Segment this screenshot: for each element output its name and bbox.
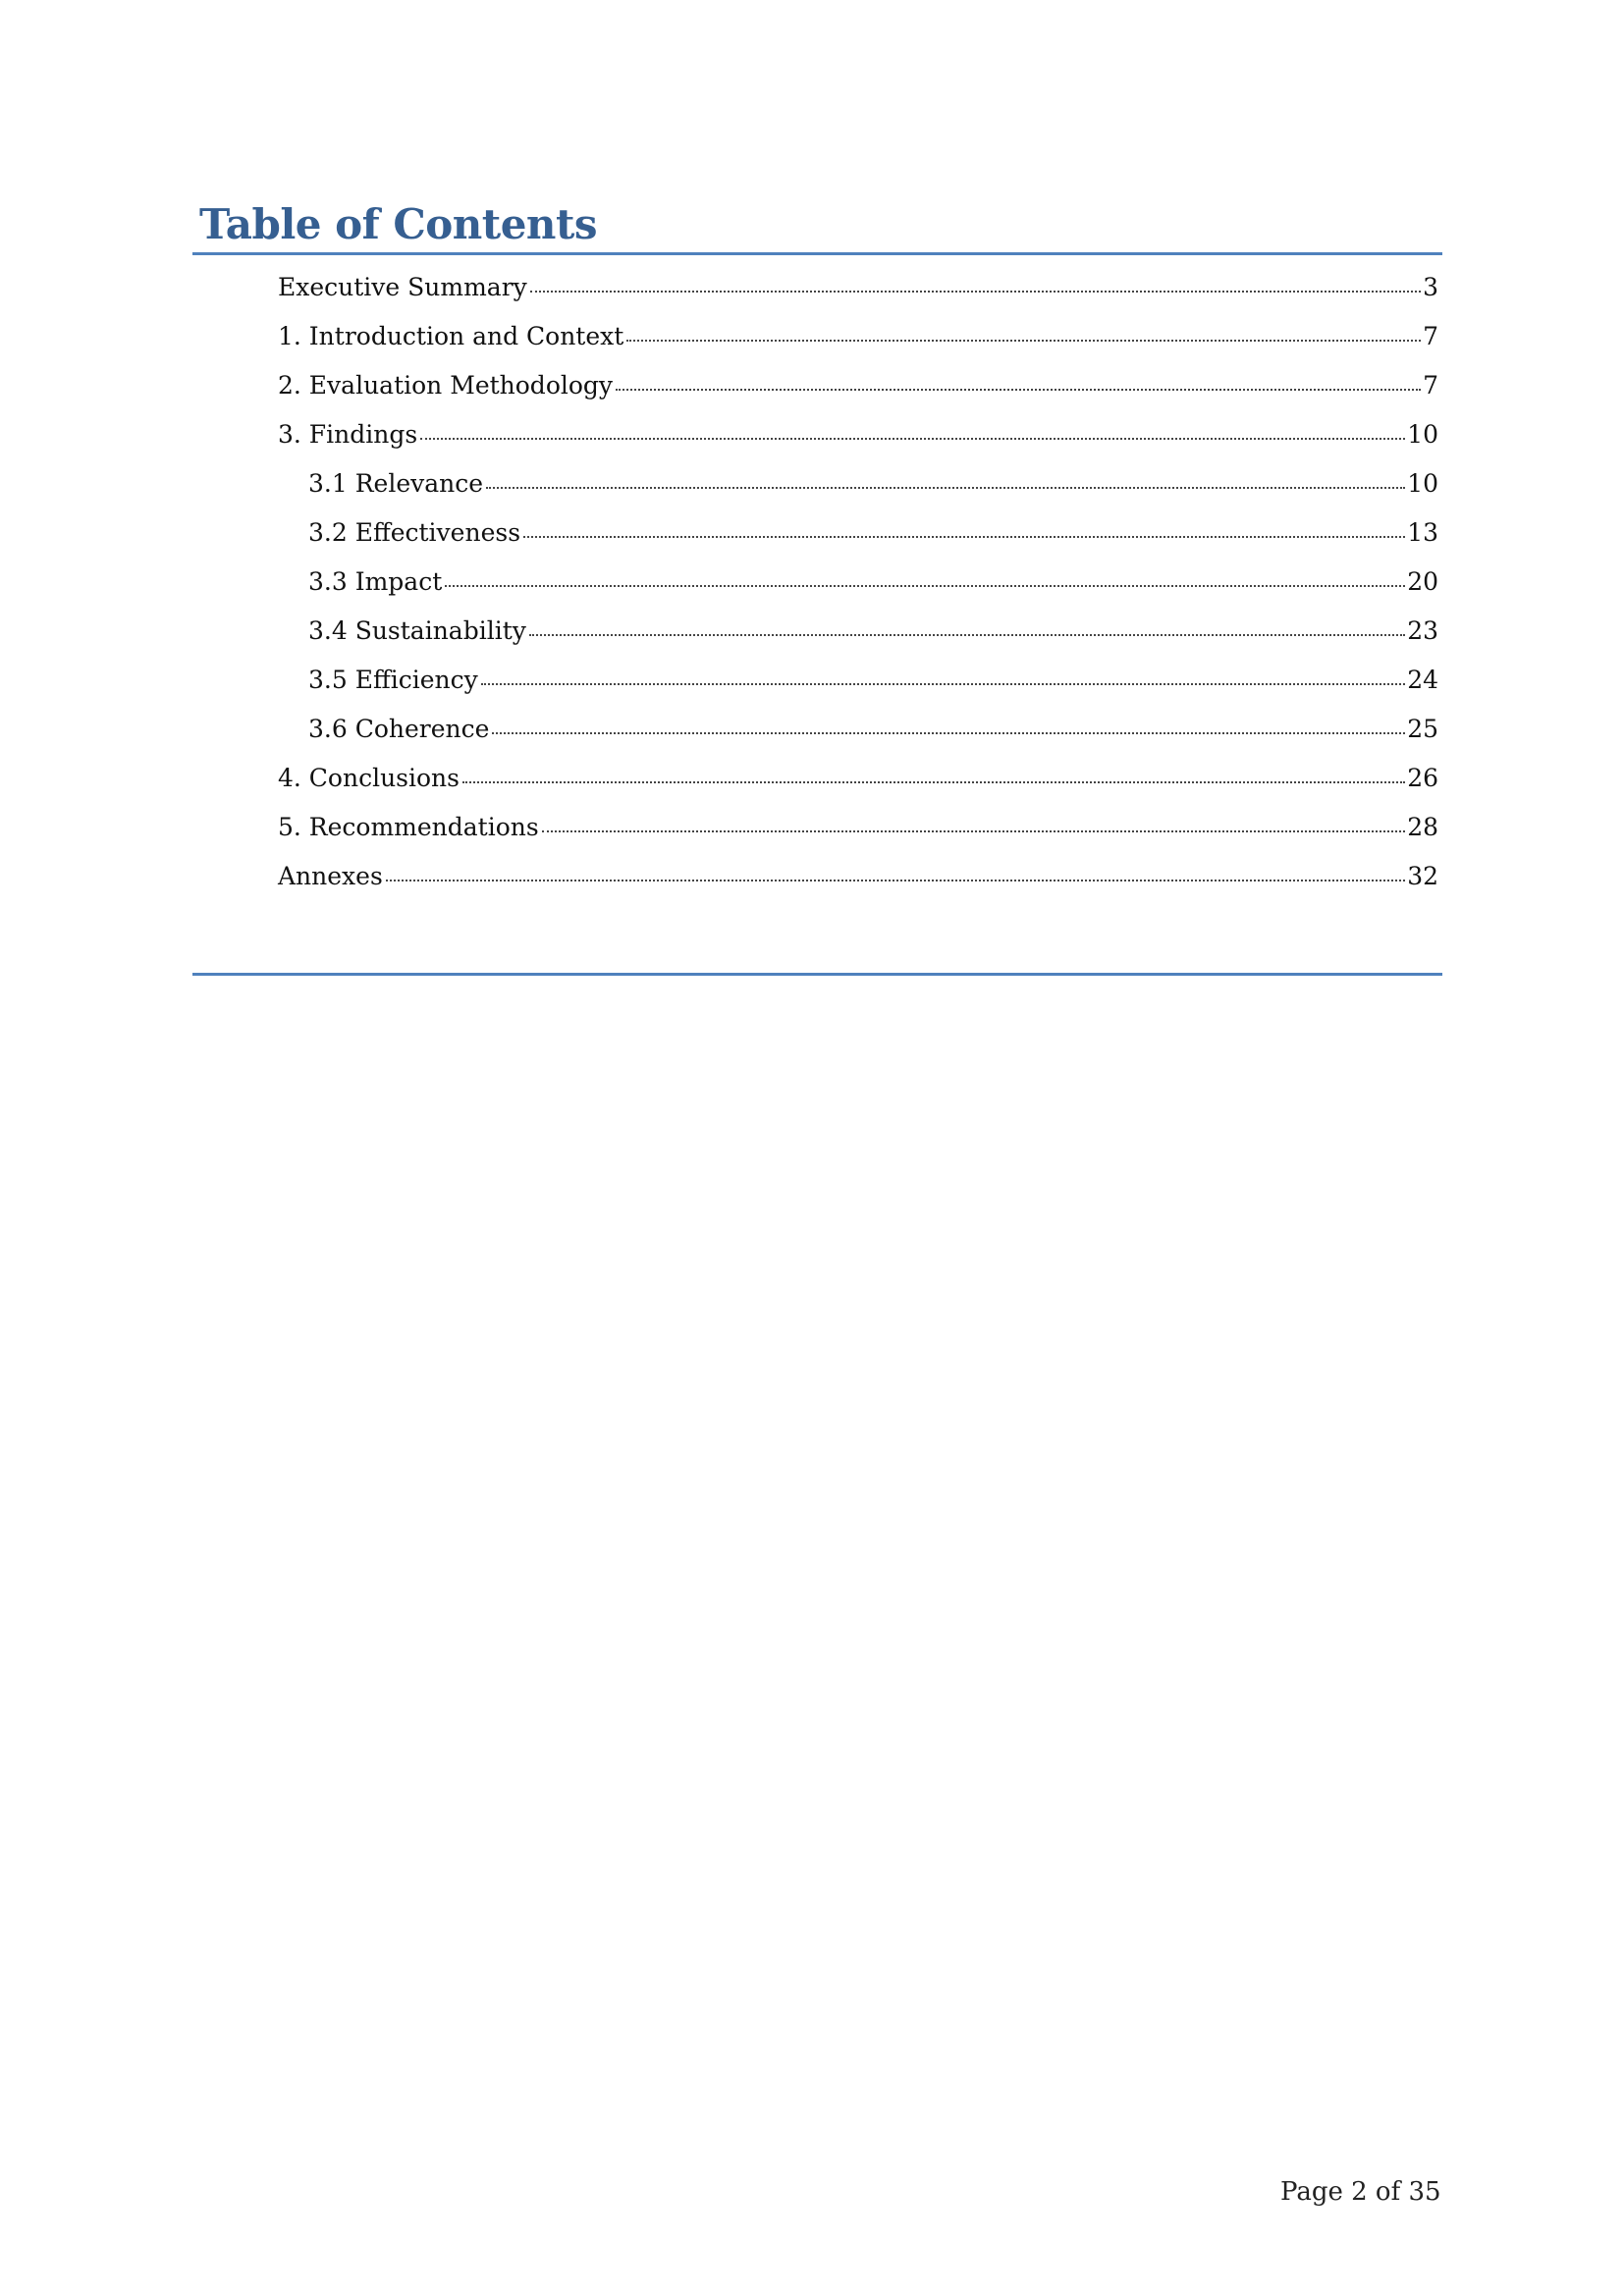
toc-entry-page-number: 23 — [1407, 616, 1438, 645]
toc-entry-page-number: 25 — [1407, 715, 1438, 743]
toc-entry-label: 4. Conclusions — [278, 764, 460, 792]
toc-entry-page-number: 26 — [1407, 764, 1438, 792]
toc-entry-label: Executive Summary — [278, 273, 527, 301]
toc-entry-label: Annexes — [278, 862, 383, 890]
toc-entry-coherence[interactable] — [278, 705, 1438, 754]
toc-entry-page-number: 24 — [1407, 666, 1438, 694]
toc-entry-label: 5. Recommendations — [278, 813, 539, 841]
dot-leader — [529, 634, 1405, 636]
toc-entry-effectiveness[interactable] — [278, 508, 1438, 558]
dot-leader — [486, 487, 1405, 489]
toc-entry-recommendations[interactable] — [278, 803, 1438, 852]
toc-entry-page-number: 13 — [1407, 518, 1438, 547]
toc-entry-efficiency[interactable] — [278, 656, 1438, 705]
toc-entry-page-number: 7 — [1423, 371, 1438, 400]
toc-entry-conclusions[interactable] — [278, 754, 1438, 803]
toc-entry-page-number: 10 — [1407, 420, 1438, 449]
toc-entry-label: 3.1 Relevance — [308, 469, 484, 498]
toc-list — [278, 263, 1438, 901]
dot-leader — [523, 536, 1405, 538]
toc-entry-label: 3. Findings — [278, 420, 418, 449]
toc-entry-findings[interactable] — [278, 410, 1438, 459]
dot-leader — [492, 732, 1405, 734]
toc-entry-label: 3.6 Coherence — [308, 715, 490, 743]
dot-leader — [626, 340, 1421, 342]
toc-entry-label: 1. Introduction and Context — [278, 322, 624, 350]
toc-entry-sustainability[interactable] — [278, 607, 1438, 656]
toc-entry-executive-summary[interactable] — [278, 263, 1438, 312]
toc-entry-page-number: 28 — [1407, 813, 1438, 841]
toc-entry-page-number: 3 — [1423, 273, 1438, 301]
dot-leader — [386, 880, 1405, 881]
dot-leader — [530, 291, 1421, 293]
dot-leader — [542, 830, 1405, 832]
toc-entry-page-number: 32 — [1407, 862, 1438, 890]
toc-entry-page-number: 20 — [1407, 567, 1438, 596]
toc-end-rule — [192, 973, 1442, 976]
toc-entry-label: 2. Evaluation Methodology — [278, 371, 614, 400]
dot-leader — [420, 438, 1405, 440]
page-number-footer: Page 2 of 35 — [1280, 2177, 1441, 2207]
dot-leader — [445, 585, 1405, 587]
toc-entry-impact[interactable] — [278, 558, 1438, 607]
toc-entry-annexes[interactable] — [278, 852, 1438, 901]
heading-rule — [192, 252, 1442, 255]
page-title: Table of Contents — [199, 200, 597, 248]
dot-leader — [616, 389, 1421, 391]
toc-entry-introduction[interactable] — [278, 312, 1438, 361]
toc-entry-page-number: 7 — [1423, 322, 1438, 350]
dot-leader — [462, 781, 1405, 783]
toc-entry-label: 3.2 Effectiveness — [308, 518, 521, 547]
toc-entry-page-number: 10 — [1407, 469, 1438, 498]
toc-entry-label: 3.3 Impact — [308, 567, 443, 596]
toc-entry-relevance[interactable] — [278, 459, 1438, 508]
toc-entry-label: 3.4 Sustainability — [308, 616, 526, 645]
toc-entry-label: 3.5 Efficiency — [308, 666, 478, 694]
dot-leader — [481, 683, 1405, 685]
toc-entry-methodology[interactable] — [278, 361, 1438, 410]
